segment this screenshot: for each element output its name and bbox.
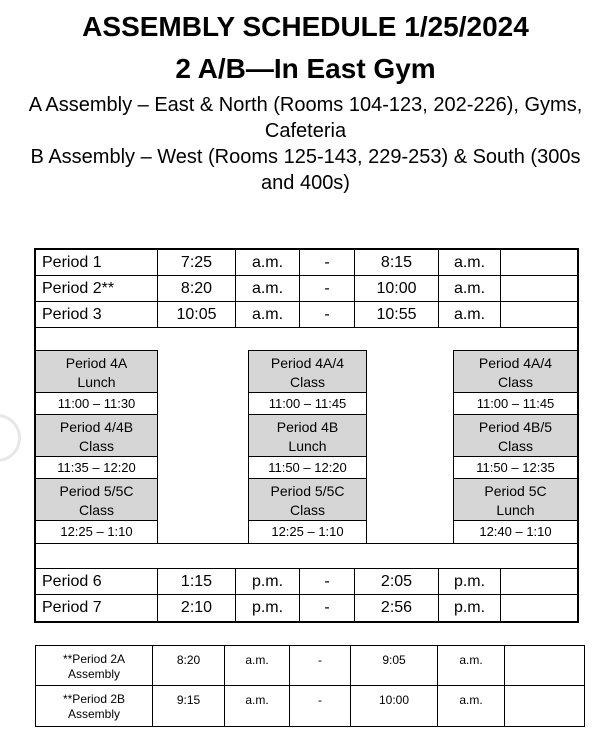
lunch-gap-column <box>367 350 453 543</box>
end-meridiem-cell: a.m. <box>438 646 505 685</box>
lunch-column-c <box>453 350 577 543</box>
separator-cell: - <box>290 646 351 685</box>
start-time-cell: 10:05 <box>158 302 236 327</box>
lunch-block-title-line2: Lunch <box>288 438 327 454</box>
lunch-block-title-line2: Class <box>497 374 533 390</box>
lunch-block-title-line2: Class <box>78 438 114 454</box>
start-time-cell: 8:20 <box>153 646 225 685</box>
lunch-block-title-line2: Class <box>289 502 325 518</box>
start-time-cell: 1:15 <box>158 569 236 594</box>
lunch-block-header <box>249 415 366 457</box>
lunch-block-title-line1: Period 4B/5 <box>478 419 553 435</box>
lunch-block-title-line1: Period 4A/4 <box>478 355 553 371</box>
start-meridiem-cell: a.m. <box>236 250 300 275</box>
start-meridiem-cell: p.m. <box>236 595 300 621</box>
assembly-name-line2: Assembly <box>67 707 120 721</box>
period-row-2 <box>36 276 577 302</box>
period-row-3 <box>36 302 577 328</box>
period-name-cell: Period 2** <box>36 276 158 301</box>
start-meridiem-cell: a.m. <box>236 276 300 301</box>
lunch-grid <box>36 350 577 544</box>
assembly-schedule-table <box>35 645 585 727</box>
separator-cell: - <box>300 276 355 301</box>
lunch-block-title-line1: Period 5/5C <box>270 483 345 499</box>
separator-cell: - <box>290 686 351 726</box>
a-assembly-note: A Assembly – East & North (Rooms 104-123, 202-226), Gyms, Cafeteria <box>28 94 583 142</box>
start-time-cell: 9:15 <box>153 686 225 726</box>
end-meridiem-cell: a.m. <box>439 250 501 275</box>
period-name-cell: Period 3 <box>36 302 158 327</box>
empty-cell <box>505 646 584 685</box>
lunch-column-a <box>36 350 158 543</box>
period-row-7 <box>36 595 577 621</box>
end-meridiem-cell: p.m. <box>439 595 501 621</box>
lunch-block-title-line1: Period 5/5C <box>59 483 134 499</box>
period-name-cell: Period 1 <box>36 250 158 275</box>
end-time-cell: 2:05 <box>355 569 439 594</box>
end-time-cell: 2:56 <box>355 595 439 621</box>
lunch-block-title-line2: Lunch <box>77 374 116 390</box>
lunch-block-title-line1: Period 4A/4 <box>270 355 345 371</box>
end-time-cell: 9:05 <box>351 646 438 685</box>
table-spacer-row <box>36 328 577 350</box>
afternoon-periods <box>36 568 577 621</box>
document-subtitle: 2 A/B—In East Gym <box>175 53 436 84</box>
start-meridiem-cell: a.m. <box>236 302 300 327</box>
separator-cell: - <box>300 302 355 327</box>
empty-cell <box>501 276 577 301</box>
empty-cell <box>501 302 577 327</box>
start-time-cell: 2:10 <box>158 595 236 621</box>
start-meridiem-cell: a.m. <box>225 646 290 685</box>
lunch-block-header <box>454 415 577 457</box>
empty-cell <box>501 595 577 621</box>
lunch-block-header <box>454 479 577 521</box>
lunch-block-time: 11:00 – 11:45 <box>249 393 366 415</box>
end-time-cell: 10:00 <box>355 276 439 301</box>
lunch-block-header <box>249 351 366 393</box>
period-name-cell: Period 7 <box>36 595 158 621</box>
lunch-block-title-line2: Class <box>497 438 533 454</box>
assembly-name-line1: **Period 2A <box>62 652 126 666</box>
end-time-cell: 8:15 <box>355 250 439 275</box>
end-time-cell: 10:00 <box>351 686 438 726</box>
lunch-block-time: 11:50 – 12:20 <box>249 457 366 479</box>
period-name-cell: Period 6 <box>36 569 158 594</box>
lunch-block-time: 11:35 – 12:20 <box>36 457 157 479</box>
period-row-6 <box>36 569 577 595</box>
assembly-name-line2: Assembly <box>67 667 120 681</box>
assembly-name-line1: **Period 2B <box>62 692 126 706</box>
lunch-block-time: 11:50 – 12:35 <box>454 457 577 479</box>
lunch-gap-column <box>158 350 248 543</box>
lunch-block-title-line1: Period 4B <box>276 419 339 435</box>
end-meridiem-cell: a.m. <box>438 686 505 726</box>
table-spacer-row <box>36 544 577 568</box>
start-time-cell: 7:25 <box>158 250 236 275</box>
assembly-row-2b <box>36 686 584 726</box>
lunch-block-header <box>36 479 157 521</box>
lunch-block-header <box>36 415 157 457</box>
empty-cell <box>501 569 577 594</box>
lunch-block-time: 12:25 – 1:10 <box>271 524 344 539</box>
separator-cell: - <box>300 250 355 275</box>
document-title: ASSEMBLY SCHEDULE 1/25/2024 <box>82 11 529 42</box>
lunch-block-time: 12:40 – 1:10 <box>479 524 552 539</box>
assembly-row-2a <box>36 646 584 686</box>
end-time-cell: 10:55 <box>355 302 439 327</box>
lunch-block-header <box>249 479 366 521</box>
assembly-name-cell <box>36 686 153 726</box>
lunch-block-header <box>454 351 577 393</box>
lunch-block-header <box>36 351 157 393</box>
empty-cell <box>505 686 584 726</box>
start-meridiem-cell: a.m. <box>225 686 290 726</box>
b-assembly-note: B Assembly – West (Rooms 125-143, 229-253) & South (300s and 400s) <box>30 146 581 194</box>
lunch-block-time: 12:25 – 1:10 <box>60 524 133 539</box>
circle-artifact <box>0 414 21 462</box>
assembly-notes <box>25 92 587 196</box>
end-meridiem-cell: p.m. <box>439 569 501 594</box>
main-schedule-table <box>34 248 579 623</box>
lunch-block-time: 11:00 – 11:30 <box>36 393 157 415</box>
separator-cell: - <box>300 595 355 621</box>
assembly-name-cell <box>36 646 153 685</box>
start-meridiem-cell: p.m. <box>236 569 300 594</box>
lunch-block-title-line2: Lunch <box>496 502 535 518</box>
separator-cell: - <box>300 569 355 594</box>
lunch-block-title-line1: Period 4/4B <box>59 419 134 435</box>
lunch-block-title-line1: Period 4A <box>65 355 128 371</box>
period-row-1 <box>36 250 577 276</box>
empty-cell <box>501 250 577 275</box>
lunch-column-b <box>248 350 367 543</box>
lunch-block-title-line2: Class <box>78 502 114 518</box>
end-meridiem-cell: a.m. <box>439 302 501 327</box>
start-time-cell: 8:20 <box>158 276 236 301</box>
end-meridiem-cell: a.m. <box>439 276 501 301</box>
lunch-block-time: 11:00 – 11:45 <box>454 393 577 415</box>
lunch-block-title-line1: Period 5C <box>484 483 547 499</box>
lunch-block-title-line2: Class <box>289 374 325 390</box>
